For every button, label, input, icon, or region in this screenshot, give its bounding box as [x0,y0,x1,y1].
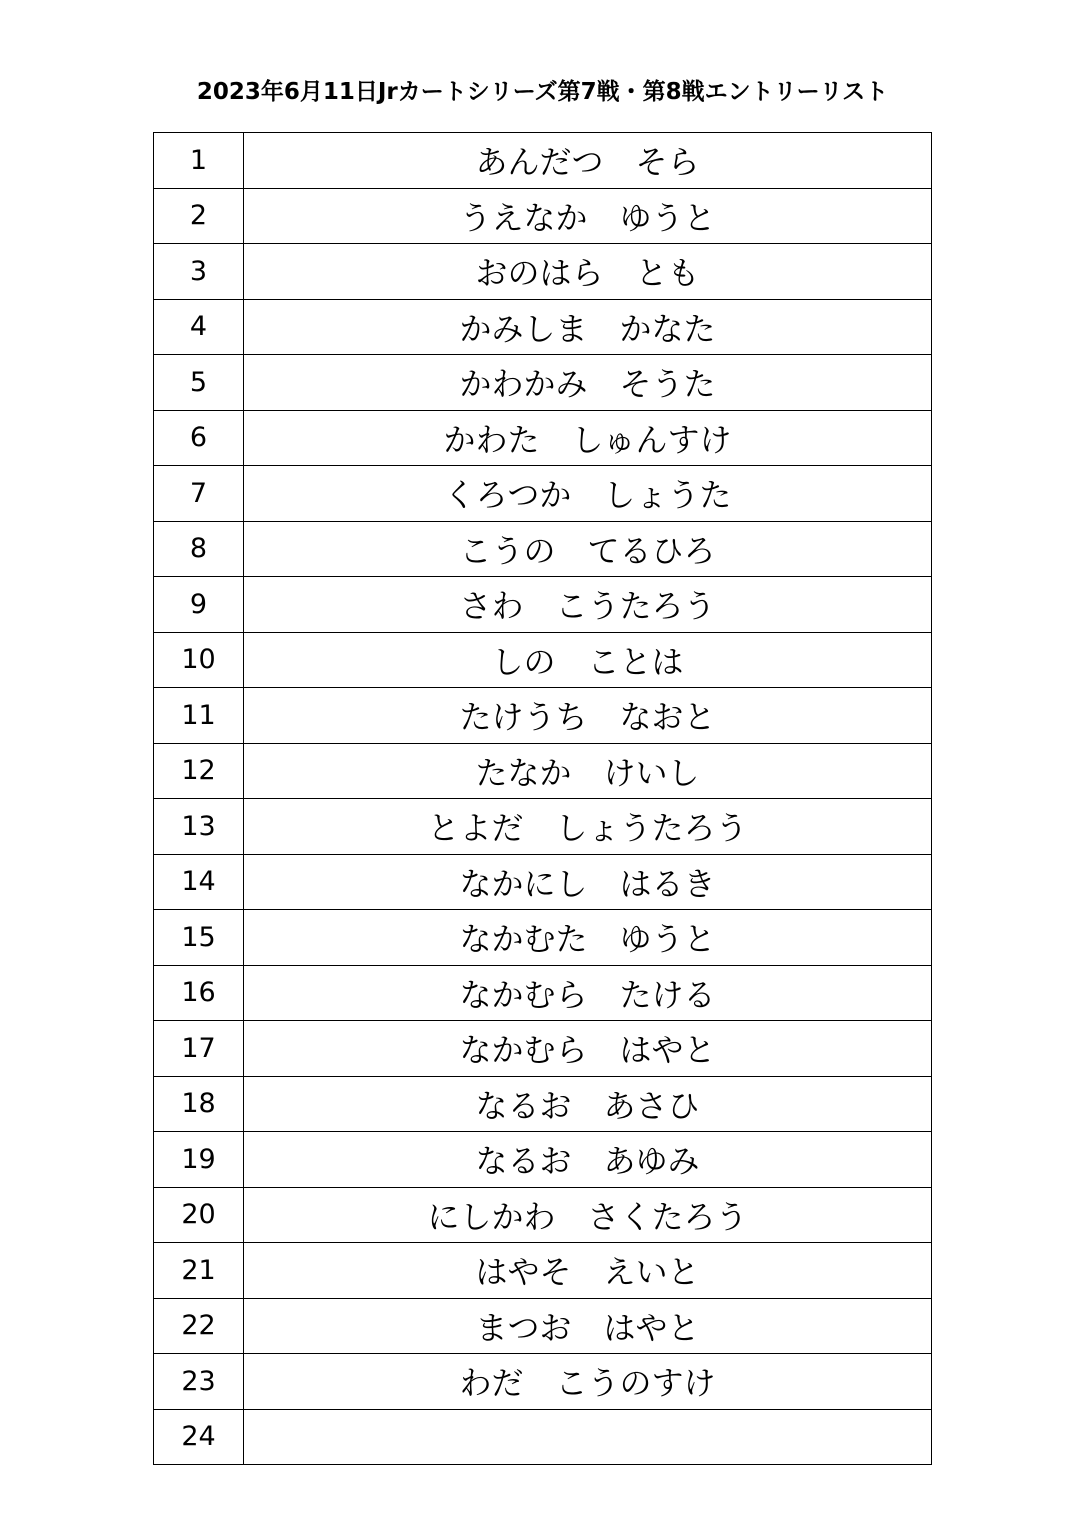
table-row [154,1132,932,1188]
entry-name: さわ こうたろう [244,577,932,633]
page-title: 2023年6月11日Jrカートシリーズ第7戦・第8戦エントリーリスト [196,79,889,105]
entry-name: わだ こうのすけ [244,1354,932,1410]
entry-name: たけうち なおと [244,688,932,744]
table-row [154,355,932,411]
entry-number: 11 [154,688,244,744]
entry-name: かみしま かなた [244,299,932,355]
table-row [154,854,932,910]
entry-number: 14 [154,854,244,910]
entry-name: なかむた ゆうと [244,910,932,966]
entry-name: まつお はやと [244,1298,932,1354]
entry-number: 18 [154,1076,244,1132]
entry-name [244,1409,932,1465]
entry-number: 3 [154,244,244,300]
entry-number: 21 [154,1243,244,1299]
entry-name: うえなか ゆうと [244,188,932,244]
table-row [154,577,932,633]
entry-name: かわかみ そうた [244,355,932,411]
table-row [154,1298,932,1354]
entry-number: 24 [154,1409,244,1465]
entry-name: なかにし はるき [244,854,932,910]
entry-name: おのはら とも [244,244,932,300]
entry-name: にしかわ さくたろう [244,1187,932,1243]
entry-number: 10 [154,632,244,688]
table-row [154,1021,932,1077]
entry-number: 6 [154,410,244,466]
entry-list-table [153,132,932,1465]
entry-number: 16 [154,965,244,1021]
entry-name: なるお あゆみ [244,1132,932,1188]
entry-name: あんだつ そら [244,133,932,189]
entry-number: 15 [154,910,244,966]
entry-number: 2 [154,188,244,244]
entry-number: 20 [154,1187,244,1243]
entry-name: しの ことは [244,632,932,688]
entry-number: 5 [154,355,244,411]
table-row [154,188,932,244]
entry-number: 17 [154,1021,244,1077]
entry-name: かわた しゅんすけ [244,410,932,466]
entry-name: なかむら はやと [244,1021,932,1077]
table-row [154,799,932,855]
entry-number: 4 [154,299,244,355]
entry-name: とよだ しょうたろう [244,799,932,855]
entry-number: 1 [154,133,244,189]
table-row [154,743,932,799]
table-row [154,1354,932,1410]
entry-number: 7 [154,466,244,522]
entry-name: こうの てるひろ [244,521,932,577]
table-row [154,1243,932,1299]
entry-name: はやそ えいと [244,1243,932,1299]
table-row [154,1409,932,1465]
table-row [154,1076,932,1132]
table-row [154,521,932,577]
table-row [154,910,932,966]
table-row [154,965,932,1021]
entry-number: 9 [154,577,244,633]
entry-name: なるお あさひ [244,1076,932,1132]
entry-number: 13 [154,799,244,855]
table-row [154,244,932,300]
entry-number: 23 [154,1354,244,1410]
table-row [154,299,932,355]
entry-name: なかむら たける [244,965,932,1021]
table-row [154,410,932,466]
entry-name: くろつか しょうた [244,466,932,522]
table-row [154,1187,932,1243]
table-row [154,133,932,189]
entry-number: 22 [154,1298,244,1354]
table-row [154,466,932,522]
entry-number: 19 [154,1132,244,1188]
entry-name: たなか けいし [244,743,932,799]
entry-number: 8 [154,521,244,577]
table-row [154,632,932,688]
entry-number: 12 [154,743,244,799]
table-row [154,688,932,744]
